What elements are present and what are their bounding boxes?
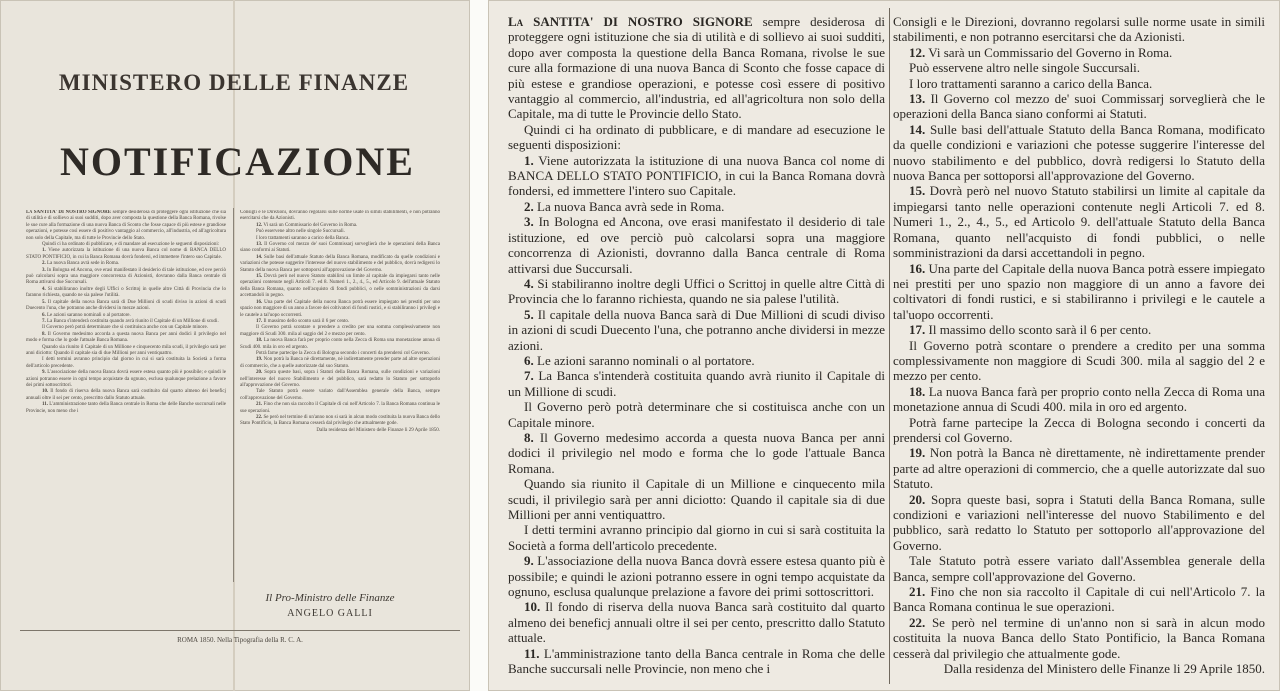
paragraph-text: Il fondo di riserva della nuova Banca sarà costituito dal quarto almeno dei beneficj annuali oltre il sei per cento, prescritto dallo Statuto attuale. — [26, 389, 226, 401]
article-number: 17. — [256, 318, 263, 324]
article-number: 21. — [909, 584, 926, 600]
column-paragraph — [893, 183, 1265, 260]
paragraph-text: Il Governo col mezzo de' suoi Commissarj sorveglierà che le operazioni della Banca siano conformi ai Statuti. — [240, 242, 440, 254]
paragraph-text: Dalla residenza del Ministero delle Finanze li 29 Aprile 1850. — [943, 661, 1265, 677]
mini-paragraph — [240, 402, 440, 415]
article-number: 18. — [256, 338, 263, 344]
paragraph-text: Si stabiliranno inoltre degli Uffici o Scrittoj in quelle altre Città di Provincia che lo faranno richiesta, quando ne sia palese l'utilità. — [508, 275, 885, 307]
article-number: 20. — [256, 370, 263, 376]
mini-paragraph — [240, 370, 440, 389]
article-number: 13. — [909, 91, 926, 107]
paragraph-text: Dovrà però nel nuovo Statuto stabilirsi un limite al capitale da impiegarsi tanto nelle operazioni contenute negli Articoli 7. ed 8. Numeri 1., 2., 4., 5., ed Articolo 9. dell'attuale Statuto della Banca Romana, quanto nell'acquisto di fondi pubblici, o nelle somministrazioni da darsi accettandoli in pegno. — [893, 183, 1265, 261]
paragraph-text: La Banca s'intenderà costituita quando avrà riunito il Capitale di un Millione di scudi. — [45, 318, 219, 324]
column-paragraph — [508, 122, 885, 153]
paragraph-text: Se però nel termine di un'anno non si sarà in alcun modo costituita la nuova Banca dello Stato Pontificio, la Banca Romana cesserà dal privilegio che attualmente gode. — [893, 614, 1265, 661]
column-paragraph — [893, 91, 1265, 122]
article-number: 22. — [909, 614, 926, 630]
paragraph-text: Quando sia riunito il Capitale di un Millione e cinquecento mila scudi, il privilegio sarà per anni diciotto: Quando il capitale sia di due Millioni per anni ventiquattro. — [26, 344, 226, 356]
article-number: 14. — [909, 121, 926, 137]
column-paragraph — [893, 322, 1265, 337]
article-number: 3. — [524, 214, 534, 230]
paragraph-text: I detti termini avranno principio dal giorno in cui si sarà costituita la Società a forma dell'articolo precedente. — [508, 522, 885, 553]
column-paragraph — [508, 553, 885, 599]
printer-imprint: ROMA 1850. Nella Tipografia della R. C. A. — [177, 636, 303, 644]
mini-paragraph — [240, 325, 440, 338]
left-document-page — [0, 0, 470, 691]
article-number: 16. — [256, 299, 263, 305]
column-paragraph — [893, 122, 1265, 184]
paragraph-text: Il Governo però potrà determinare che si costituisca anche con un Capitale minore. — [508, 399, 885, 430]
right-document-page — [488, 0, 1280, 691]
mini-text-column-right — [240, 210, 440, 580]
mini-paragraph — [26, 287, 226, 300]
article-number: 20. — [909, 491, 926, 507]
paragraph-text: Quindi ci ha ordinato di pubblicare, e di mandare ad esecuzione le seguenti disposizioni: — [508, 121, 885, 153]
mini-column-divider — [233, 208, 234, 582]
text-column-left — [508, 14, 885, 676]
article-number: 10. — [524, 599, 541, 615]
column-paragraph — [508, 476, 885, 522]
paragraph-text: L'associazione della nuova Banca dovrà essere estesa quanto più è possibile; e quindi le azioni potranno essere in ogni tempo acquistate da ognuno, esclusa qualunque prelazione a favore dei primi sottoscrittori. — [26, 370, 226, 388]
paragraph-text: I loro trattamenti saranno a carico della Banca. — [256, 235, 350, 241]
article-number: 1. — [42, 248, 46, 254]
article-number: 7. — [42, 318, 46, 324]
mini-paragraph — [240, 255, 440, 274]
mini-paragraph — [26, 389, 226, 402]
article-number: 6. — [42, 312, 46, 318]
column-paragraph — [893, 14, 1265, 45]
paragraph-text: La Banca s'intenderà costituita quando avrà riunito il Capitale di un Millione di scudi. — [508, 368, 885, 399]
paragraph-text: Se però nel termine di un'anno non si sarà in alcun modo costituita la nuova Banca dello Stato Pontificio, la Banca Romana cesserà dal privilegio che attualmente gode. — [240, 415, 440, 427]
article-number: 12. — [256, 222, 263, 228]
article-number: 11. — [524, 645, 540, 661]
column-divider — [889, 8, 890, 684]
column-paragraph — [508, 522, 885, 553]
paragraph-text: I loro trattamenti saranno a carico della Banca. — [909, 75, 1153, 91]
column-paragraph — [893, 615, 1265, 661]
article-number: 10. — [42, 389, 49, 395]
article-number: 12. — [909, 44, 926, 60]
mini-paragraph — [240, 415, 440, 428]
article-number: 9. — [524, 553, 534, 569]
article-number: 8. — [42, 331, 46, 337]
column-paragraph — [508, 199, 885, 214]
paragraph-text: Il Governo potrà scontare o prendere a credito per una somma complessivamente non maggiore di Scudi 300. mila al saggio del 2 e mezzo per cento. — [240, 325, 440, 337]
paragraph-text: Consigli e le Direzioni, dovranno regolarsi sulle norme usate in simili stabilimenti, e non potranno esercitarsi che da Azionisti. — [893, 14, 1265, 45]
article-number: 5. — [524, 306, 534, 322]
paragraph-text: Il massimo dello sconto sarà il 6 per cento. — [925, 322, 1152, 338]
article-number: 8. — [524, 429, 534, 445]
article-number: 15. — [909, 183, 926, 199]
column-paragraph — [508, 368, 885, 399]
mini-paragraph — [240, 300, 440, 319]
paragraph-text: Può esservene altro nelle singole Succursali. — [256, 229, 345, 235]
mini-paragraph — [240, 357, 440, 370]
article-number: 7. — [524, 368, 534, 384]
paragraph-text: L'amministrazione tanto della Banca centrale in Roma che delle Banche succursali nelle Provincie, non meno che i — [508, 645, 885, 677]
column-paragraph — [508, 430, 885, 476]
article-number: 2. — [524, 198, 534, 214]
mini-paragraph — [26, 268, 226, 287]
paragraph-text: Il massimo dello sconto sarà il 6 per cento. — [262, 318, 350, 324]
column-paragraph — [893, 338, 1265, 384]
paragraph-text: Sulle basi dell'attuale Statuto della Banca Romana, modificato da quelle condizioni e variazioni che potesse suggerire l'interesse del nuovo stabilimento e del pubblico, dovrà redigersi lo Statuto della nuova Banca per sottoporsi all'approvazione del Governo. — [240, 254, 440, 273]
paragraph-text: La nuova Banca avrà sede in Roma. — [533, 198, 725, 214]
mini-paragraph — [240, 389, 440, 402]
paragraph-text: Vi sarà un Commissario del Governo in Roma. — [262, 222, 358, 228]
signer-name: ANGELO GALLI — [287, 608, 373, 619]
mini-paragraph — [26, 210, 226, 242]
paragraph-text: Sulle basi dell'attuale Statuto della Banca Romana, modificato da quelle condizioni e variazioni che potesse suggerire l'interesse del nuovo stabilimento e del pubblico, dovrà redigersi lo Statuto della nuova Banca per sottoporsi all'approvazione del Governo. — [893, 121, 1265, 184]
article-number: 17. — [909, 322, 926, 338]
column-paragraph — [893, 492, 1265, 554]
column-paragraph — [893, 261, 1265, 323]
paragraph-text: Viene autorizzata la istituzione di una nuova Banca col nome di BANCA DELLO STATO PONTIFICIO, in cui la Banca Romana dovrà fondersi, ed immettere l'intero suo Capitale. — [26, 248, 226, 260]
paragraph-text: In Bologna ed Ancona, ove erasi manifestato il desiderio di tale istituzione, ed ove perciò può calcolarsi sopra una maggiore concorrenza di Azionisti, dovranno dalla Banca centrale di Roma attivarsi due Succursali. — [26, 267, 226, 286]
text-column-right — [893, 14, 1265, 676]
mini-paragraph — [26, 357, 226, 370]
article-number: 15. — [256, 274, 263, 280]
paragraph-text: I detti termini avranno principio dal giorno in cui si sarà costituita la Società a forma dell'articolo precedente. — [26, 357, 226, 369]
column-paragraph — [508, 153, 885, 199]
paragraph-text: Il Governo però potrà determinare che si costituisca anche con un Capitale minore. — [42, 325, 208, 331]
article-number: 11. — [42, 402, 48, 408]
mini-paragraph — [240, 338, 440, 351]
paragraph-text: Le azioni saranno nominali o al portatore. — [45, 312, 131, 318]
opening-phrase: La SANTITA' DI NOSTRO SIGNORE — [26, 210, 112, 215]
mini-paragraph — [26, 370, 226, 389]
paragraph-text: Una parte del Capitale della nuova Banca potrà essere impiegato nei prestiti per uno spazio non maggiore di un anno a favore dei coltivatori di fondi rustici, e si stabiliranno i privilegi e le cautele a tal'uopo occorrenti. — [893, 260, 1265, 322]
notificazione-headline: NOTIFICAZIONE — [60, 139, 415, 184]
mini-paragraph — [240, 210, 440, 223]
paragraph-text: Quindi ci ha ordinato di pubblicare, e di mandare ad esecuzione le seguenti disposizioni: — [42, 242, 220, 248]
paragraph-text: Non potrà la Banca nè direttamente, nè indirettamente prender parte ad altre operazioni di commercio, che a quelle autorizzate dal suo Statuto. — [893, 445, 1265, 492]
column-paragraph — [893, 76, 1265, 91]
column-paragraph — [508, 14, 885, 122]
paragraph-text: Dalla residenza del Ministero delle Finanze li 29 Aprile 1850. — [316, 427, 440, 433]
ministry-heading: MINISTERO DELLE FINANZE — [58, 70, 410, 95]
paragraph-text: Quando sia riunito il Capitale di un Millione e cinquecento mila scudi, il privilegio sarà per anni diciotto: Quando il capitale sia di due Millioni per anni ventiquattro. — [508, 476, 885, 522]
article-number: 1. — [524, 152, 534, 168]
paragraph-text: sempre desiderosa di proteggere ogni istituzione che sia di utilità e di sollievo ai suoi sudditi, dopo aver composta la questione della Banca Romana, rivolse le sue cure alla formazione di una nuova Banca di Sconto che fosse capace di più estese e grandiose operazioni, e potesse così essere di positivo vantaggio al commercio, all'industria, ed all'agricoltura non solo della Capitale, ma di tutte le Provincie dello Stato. — [508, 14, 885, 122]
mini-paragraph — [26, 248, 226, 261]
column-paragraph — [508, 599, 885, 645]
article-number: 5. — [42, 299, 46, 305]
paragraph-text: Fino che non sia raccolto il Capitale di cui nell'Articolo 7. la Banca Romana continua le sue operazioni. — [893, 584, 1265, 615]
paragraph-text: La nuova Banca avrà sede in Roma. — [45, 261, 120, 267]
column-paragraph — [508, 214, 885, 276]
paragraph-text: In Bologna ed Ancona, ove erasi manifestato il desiderio di tale istituzione, ed ove perciò può calcolarsi sopra una maggiore concorrenza di Azionisti, dovranno dalla Banca centrale di Roma attivarsi due Succursali. — [508, 214, 885, 276]
article-number: 9. — [42, 370, 46, 376]
article-number: 19. — [909, 445, 926, 461]
article-number: 14. — [256, 254, 263, 260]
column-paragraph — [508, 276, 885, 307]
mini-paragraph — [240, 274, 440, 300]
paragraph-text: Sopra queste basi, sopra i Statuti della Banca Romana, sulle condizioni e variazioni nell'interesse del nuovo Stabilimento e del pubblico, sarà redatto lo Statuto per sottoporlo all'approvazione del Governo. — [240, 370, 440, 388]
article-number: 22. — [256, 415, 263, 420]
article-number: 16. — [909, 260, 926, 276]
paragraph-text: Il Governo col mezzo de' suoi Commissarj sorveglierà che le operazioni della Banca siano conformi ai Statuti. — [893, 91, 1265, 122]
article-number: 4. — [42, 286, 46, 292]
column-paragraph — [893, 584, 1265, 615]
article-number: 3. — [42, 267, 46, 273]
paragraph-text: Il Governo medesimo accorda a questa nuova Banca per anni dodici il privilegio nel modo e forma che lo gode l'attuale Banca Romana. — [26, 331, 226, 344]
mini-paragraph — [26, 402, 226, 415]
column-paragraph — [893, 60, 1265, 75]
paragraph-text: Una parte del Capitale della nuova Banca potrà essere impiegato nei prestiti per uno spazio non maggiore di un anno a favore dei coltivatori di fondi rustici, e si stabiliranno i privilegi e le cautele a tal'uopo occorrenti. — [240, 299, 440, 318]
paragraph-text: Tale Statuto potrà essere variato dall'Assemblea generale della Banca, sempre coll'approvazione del Governo. — [240, 389, 440, 401]
paragraph-text: La nuova Banca farà per proprio conto nella Zecca di Roma una monetazione annua di Scudi 400. mila in oro ed argento. — [893, 383, 1265, 415]
paragraph-text: Le azioni saranno nominali o al portatore. — [533, 352, 755, 368]
mini-paragraph — [240, 428, 440, 434]
paragraph-text: Potrà farne partecipe la Zecca di Bologna secondo i concerti da prendersi col Governo. — [256, 350, 430, 356]
paragraph-text: Sopra queste basi, sopra i Statuti della Banca Romana, sulle condizioni e variazioni nell'interesse del nuovo Stabilimento e del pubblico, sarà redatto lo Statuto per sottoporlo all'approvazione del Governo. — [893, 491, 1265, 553]
paragraph-text: Tale Statuto potrà essere variato dall'Assemblea generale della Banca, sempre coll'approvazione del Governo. — [893, 553, 1265, 584]
column-paragraph — [893, 415, 1265, 446]
paragraph-text: Potrà farne partecipe la Zecca di Bologna secondo i concerti da prendersi col Governo. — [893, 414, 1265, 445]
paragraph-text: Il Governo medesimo accorda a questa nuova Banca per anni dodici il privilegio nel modo e forma che lo gode l'attuale Banca Romana. — [508, 429, 885, 476]
column-paragraph — [893, 384, 1265, 415]
mini-paragraph — [240, 242, 440, 255]
paragraph-text: La nuova Banca farà per proprio conto nella Zecca di Roma una monetazione annua di Scudi 400. mila in oro ed argento. — [240, 338, 440, 350]
article-number: 18. — [909, 383, 926, 399]
mini-text-column-left — [26, 210, 226, 580]
mini-paragraph — [26, 300, 226, 313]
signer-title: Il Pro-Ministro delle Finanze — [265, 592, 395, 604]
column-paragraph — [508, 353, 885, 368]
column-paragraph — [508, 646, 885, 677]
paragraph-text: L'amministrazione tanto della Banca centrale in Roma che delle Banche succursali nelle Provincie, non meno che i — [26, 402, 226, 414]
article-number: 2. — [42, 261, 46, 267]
imprint-rule — [20, 630, 460, 631]
article-number: 6. — [524, 352, 534, 368]
paragraph-text: Vi sarà un Commissario del Governo in Roma. — [925, 44, 1173, 60]
article-number: 13. — [256, 242, 263, 248]
paragraph-text: Il Governo potrà scontare o prendere a credito per una somma complessivamente non maggiore di Scudi 300. mila al saggio del 2 e mezzo per cento. — [893, 337, 1265, 384]
paragraph-text: Non potrà la Banca nè direttamente, nè indirettamente prender parte ad altre operazioni di commercio, che a quelle autorizzate dal suo Statuto. — [240, 357, 440, 369]
paragraph-text: Viene autorizzata la istituzione di una nuova Banca col nome di BANCA DELLO STATO PONTIFICIO, in cui la Banca Romana dovrà fondersi, ed immettere l'intero suo Capitale. — [508, 152, 885, 199]
paragraph-text: Può esservene altro nelle singole Succursali. — [909, 60, 1141, 76]
article-number: 19. — [256, 357, 263, 363]
column-paragraph — [508, 399, 885, 430]
column-paragraph — [893, 45, 1265, 60]
paragraph-text: Il capitale della nuova Banca sarà di Due Millioni di scudi diviso in azioni di scudi Duecento l'una, che potranno anche dividersi in mezze azioni. — [508, 306, 885, 353]
article-number: 4. — [524, 275, 534, 291]
opening-phrase: La SANTITA' DI NOSTRO SIGNORE — [508, 14, 753, 29]
paragraph-text: Fino che non sia raccolto il Capitale di cui nell'Articolo 7. la Banca Romana continua le sue operazioni. — [240, 402, 440, 414]
paragraph-text: L'associazione della nuova Banca dovrà essere estesa quanto più è possibile; e quindi le azioni potranno essere in ogni tempo acquistate da ognuno, esclusa qualunque prelazione a favore dei primi sottoscrittori. — [508, 553, 885, 600]
article-number: 21. — [256, 402, 263, 408]
paragraph-text: Consigli e le Direzioni, dovranno regolarsi sulle norme usate in simili stabilimenti, e non potranno esercitarsi che da Azionisti. — [240, 210, 440, 222]
mini-paragraph — [26, 332, 226, 345]
paragraph-text: Dovrà però nel nuovo Statuto stabilirsi un limite al capitale da impiegarsi tanto nelle operazioni contenute negli Articoli 7. ed 8. Numeri 1., 2., 4., 5., ed Articolo 9. dell'attuale Statuto della Banca Romana, quanto nell'acquisto di fondi pubblici, o nelle somministrazioni da darsi accettandoli in pegno. — [240, 274, 440, 299]
column-paragraph — [893, 445, 1265, 491]
paragraph-text: Il fondo di riserva della nuova Banca sarà costituito dal quarto almeno dei beneficj annuali oltre il sei per cento, prescritto dallo Statuto attuale. — [508, 599, 885, 646]
column-paragraph — [893, 553, 1265, 584]
paragraph-text: Il capitale della nuova Banca sarà di Due Millioni di scudi diviso in azioni di scudi Duecento l'una, che potranno anche dividersi in mezze azioni. — [26, 299, 226, 312]
paragraph-text: sempre desiderosa di proteggere ogni istituzione che sia di utilità e di sollievo ai suoi sudditi, dopo aver composta la questione della Banca Romana, rivolse le sue cure alla formazione di una nuova Banca di Sconto che fosse capace di più estese e grandiose operazioni, e potesse così essere di positivo vantaggio al commercio, all'industria, ed all'agricoltura non solo della Capitale, ma di tutte le Provincie dello Stato. — [26, 210, 226, 241]
column-paragraph — [893, 661, 1265, 676]
mini-paragraph — [26, 345, 226, 358]
paragraph-text: Si stabiliranno inoltre degli Uffici o Scrittoj in quelle altre Città di Provincia che lo faranno richiesta, quando ne sia palese l'utilità. — [26, 286, 226, 299]
column-paragraph — [508, 307, 885, 353]
